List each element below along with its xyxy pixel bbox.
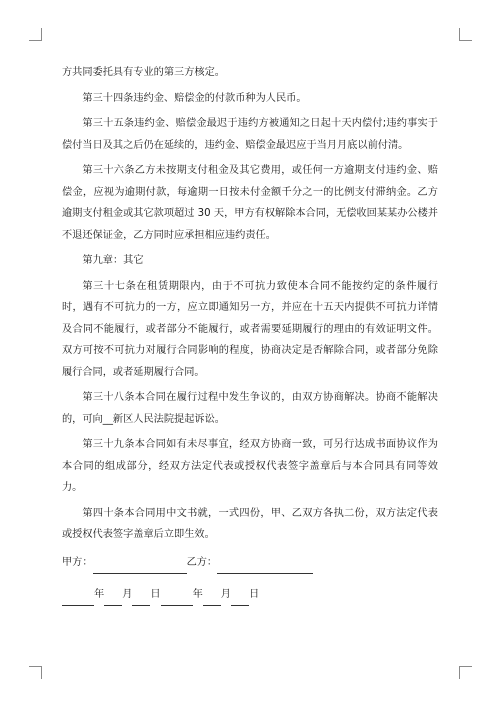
party-b-blank [217, 559, 313, 574]
paragraph: 第三十九条本合同如有未尽事宜，经双方协商一致，可另行达成书面协议作为本合同的组成部分，经双方法定代表或授权代表签字盖章后与本合同具有同等效力。 [62, 439, 438, 493]
corner-mark-bottom-right [459, 666, 472, 679]
party-b-label: 乙方： [186, 557, 218, 568]
corner-mark-bottom-left [29, 666, 42, 679]
month-blank-b [203, 591, 221, 606]
corner-mark-top-left [29, 28, 42, 41]
day-label-b: 日 [248, 589, 260, 600]
month-blank-a [104, 591, 122, 606]
paragraph: 第四十条本合同用中文书就，一式四份，甲、乙双方各执二份，双方法定代表或授权代表签字盖章后立即生效。 [62, 507, 438, 540]
paragraph: 第三十四条违约金、赔偿金的付款币种为人民币。 [82, 92, 307, 104]
year-label-a: 年 [94, 589, 105, 600]
signature-line [62, 550, 438, 574]
party-a-blank [93, 559, 187, 574]
paragraph: 第九章：其它 [82, 255, 144, 266]
paragraph: 第三十五条违约金、赔偿金最迟于违约方被通知之日起十天内偿付;违约事实于偿付当日及其之后仍在延续的，违约金、赔偿金最迟应于当月月底以前付清。 [62, 118, 438, 151]
month-label-a: 月 [122, 589, 133, 600]
paragraph: 第三十六条乙方未按期支付租金及其它费用，或任何一方逾期支付违约金、赔偿金，应视为逾期付款，每逾期一日按未付金额千分之一的比例支付滞纳金。乙方逾期支付租金或其它款项超过 30 天，甲方有权解除本合同，无偿收回某某办公楼并不退还保证金，乙方同时应承担相应违约责任。 [62, 165, 438, 241]
paragraph: 第三十七条在租赁期限内，由于不可抗力致使本合同不能按约定的条件履行时，遇有不可抗力的一方，应立即通知另一方，并应在十五天内提供不可抗力详情及合同不能履行，或者部分不能履行，或者需要延期履行的理由的有效证明文件。双方可按不可抗力对履行合同影响的程度，协商决定是否解除合同，或者部分免除履行合同，或者延期履行合同。 [62, 280, 438, 378]
year-blank-b [161, 591, 193, 606]
year-label-b: 年 [192, 589, 203, 600]
party-a-label: 甲方： [62, 557, 93, 568]
paragraph: 第三十八条本合同在履行过程中发生争议的，由双方协商解决。协商不能解决的，可向__新区人民法院提起诉讼。 [62, 392, 438, 425]
document-body [62, 62, 438, 606]
year-blank-a [62, 591, 94, 606]
paragraph-list [62, 62, 438, 546]
month-label-b: 月 [220, 589, 231, 600]
date-line [62, 582, 438, 606]
paragraph: 方共同委托具有专业的第三方核定。 [62, 67, 225, 78]
day-blank-a [132, 591, 150, 606]
day-blank-b [231, 591, 249, 606]
day-label-a: 日 [150, 589, 161, 600]
corner-mark-top-right [459, 28, 472, 41]
